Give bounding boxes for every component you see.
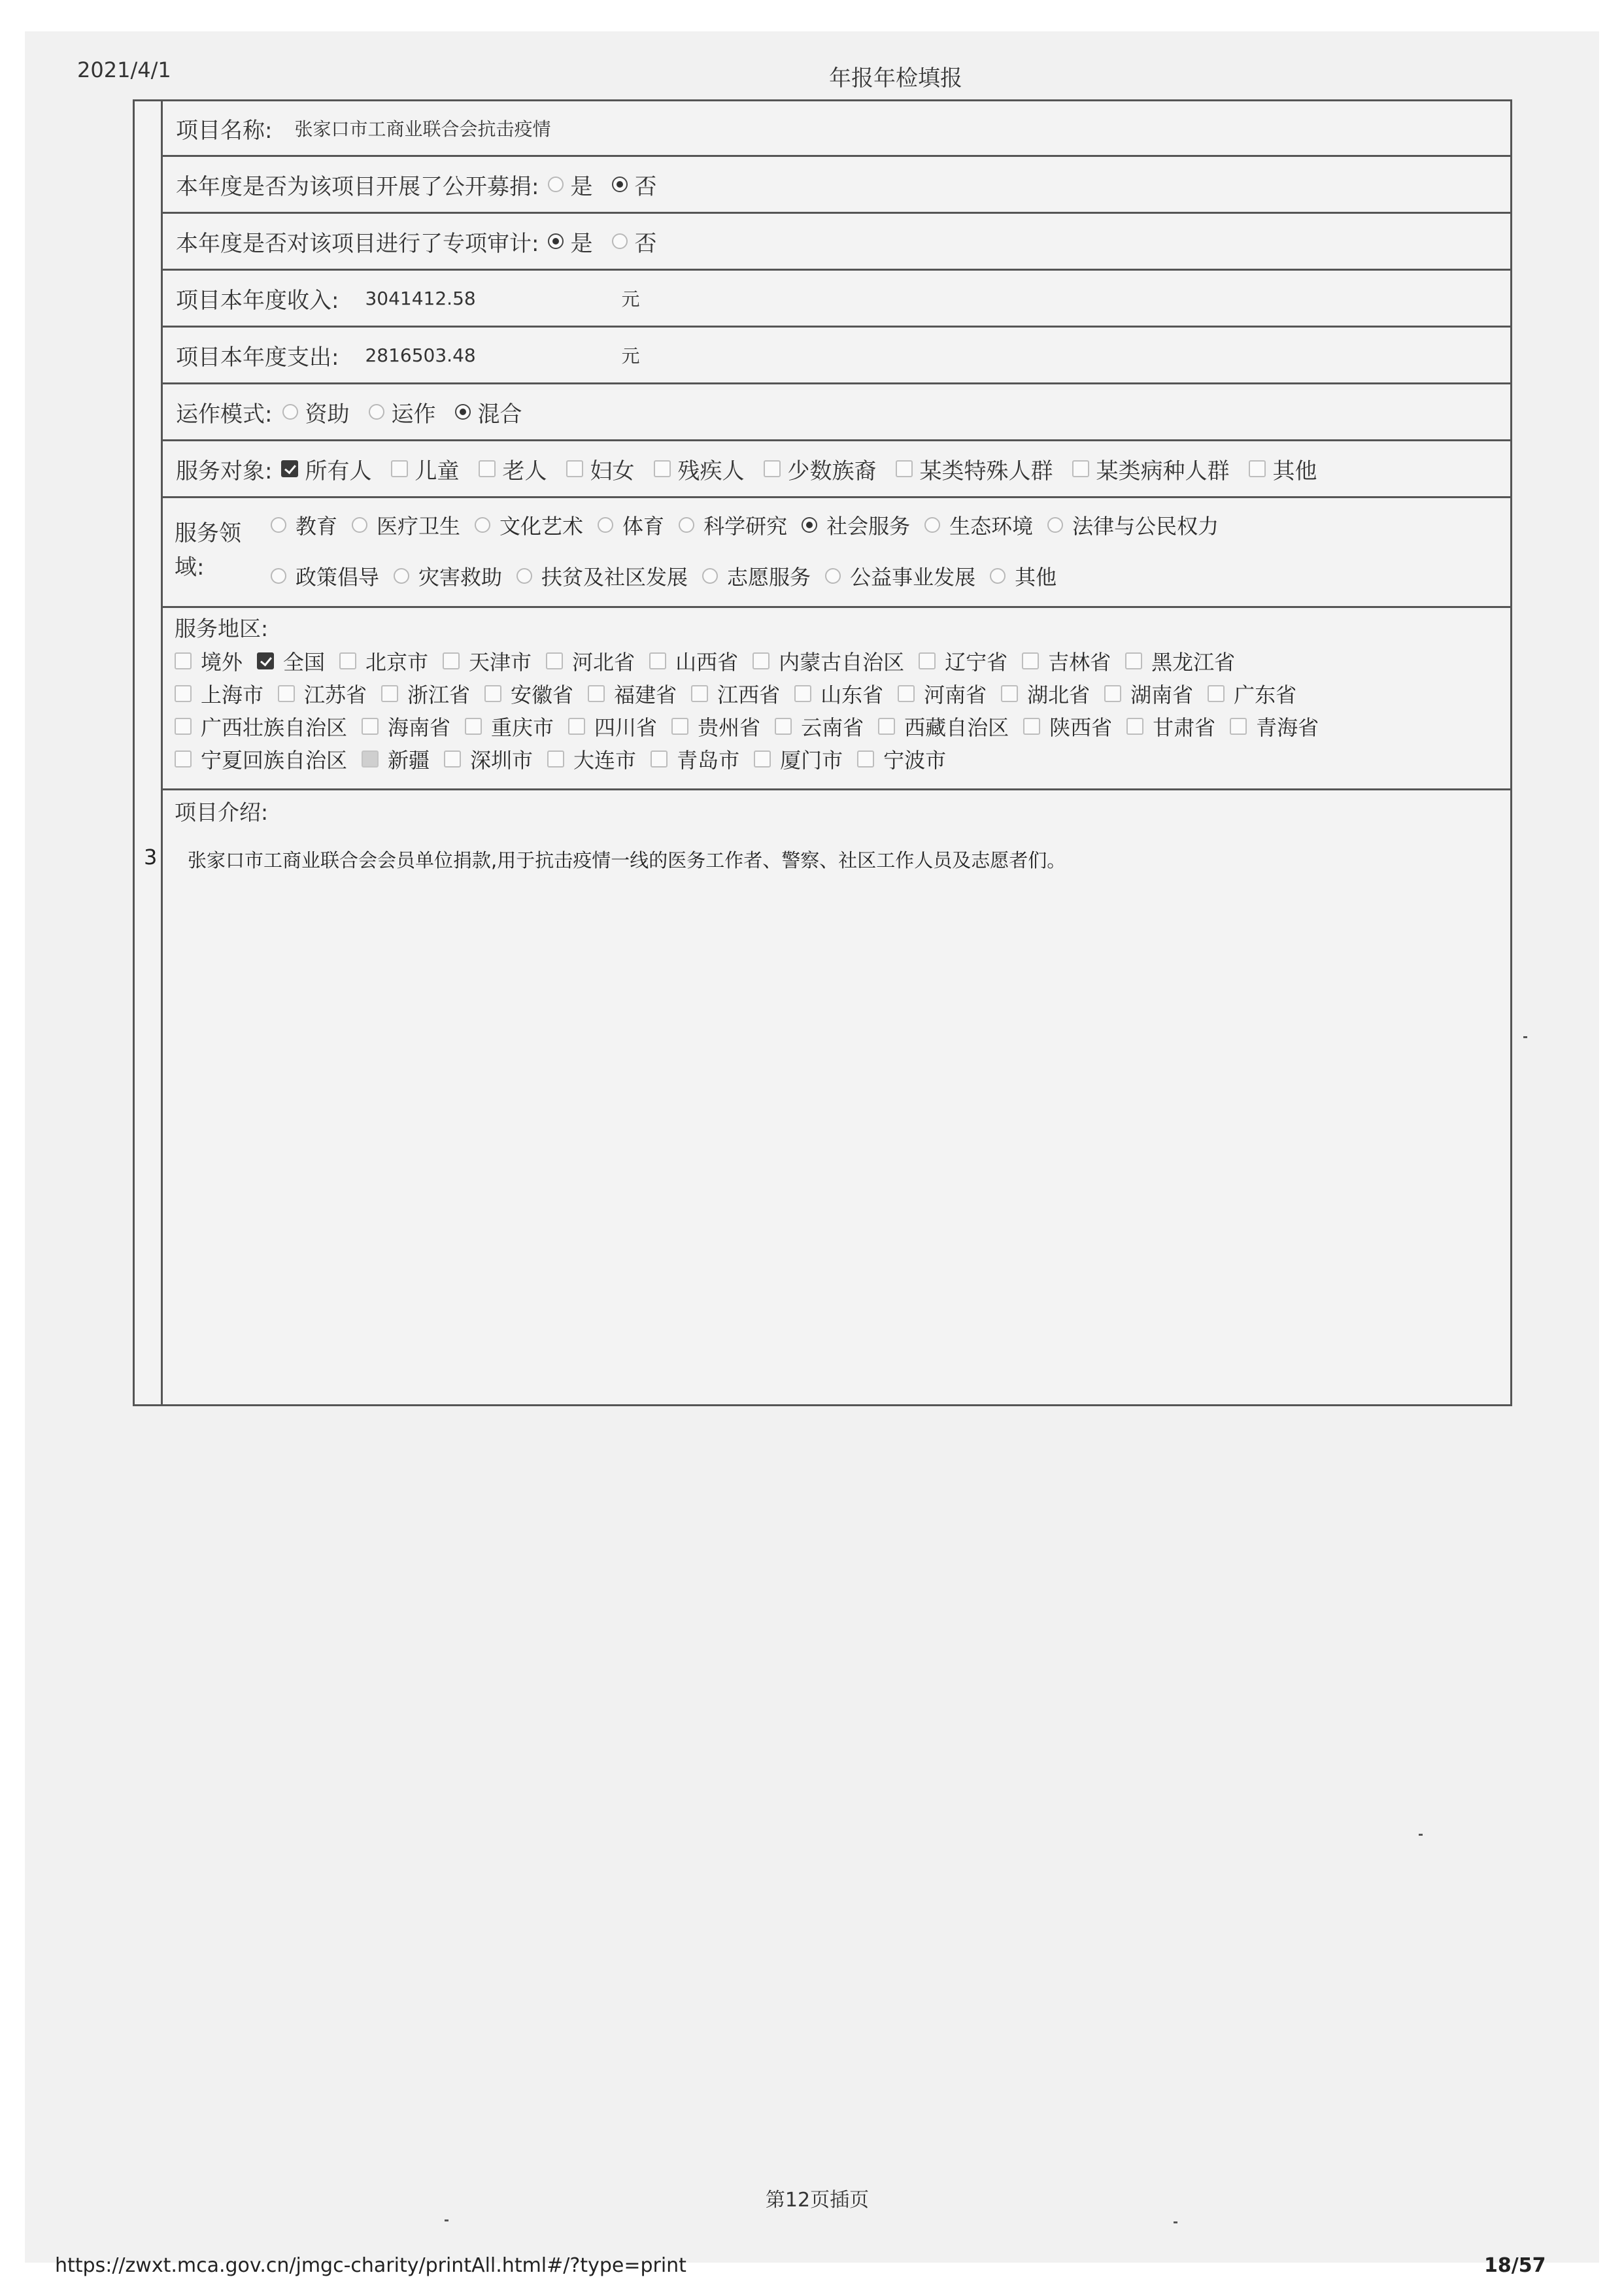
checkbox-icon[interactable]: [794, 685, 811, 702]
region-option[interactable]: [547, 744, 636, 774]
mode-mixed-option[interactable]: [455, 396, 522, 428]
scan-speck: [445, 2219, 448, 2221]
option-label: 某类特殊人群: [919, 458, 1053, 484]
option-label: 否: [634, 173, 657, 200]
region-option[interactable]: [671, 711, 760, 741]
mode-grant-option[interactable]: [282, 396, 349, 428]
checkbox-icon[interactable]: [1125, 652, 1142, 669]
checkbox-icon[interactable]: [1022, 652, 1039, 669]
regions-row-1: [175, 646, 1249, 676]
income-value: 3041412.58: [365, 287, 476, 309]
target-option[interactable]: [764, 453, 876, 485]
option-label: 河南省: [924, 683, 987, 707]
checkbox-icon[interactable]: [671, 718, 688, 735]
project-form: [133, 99, 1512, 1406]
target-option[interactable]: [479, 453, 547, 485]
field-option[interactable]: [475, 510, 583, 540]
checkbox-icon[interactable]: [654, 460, 671, 477]
checkbox-icon[interactable]: [1072, 460, 1089, 477]
checkbox-icon[interactable]: [547, 751, 564, 767]
region-option[interactable]: [484, 679, 573, 709]
field-option[interactable]: [924, 510, 1033, 540]
option-label: 山东省: [820, 683, 884, 707]
checkbox-icon[interactable]: [857, 751, 874, 767]
target-option[interactable]: [1249, 453, 1317, 485]
radio-icon[interactable]: [702, 568, 718, 584]
option-label: 境外: [201, 650, 243, 675]
option-label: 陕西省: [1049, 715, 1113, 740]
option-label: 医疗卫生: [377, 514, 461, 539]
radio-icon[interactable]: [990, 568, 1006, 584]
service-fields-block: [163, 498, 1510, 608]
radio-icon[interactable]: [612, 233, 628, 249]
scan-speck: [1523, 1036, 1527, 1038]
scan-speck: [1419, 1834, 1423, 1836]
option-label: 四川省: [594, 715, 658, 740]
form-content: [163, 101, 1510, 1404]
checkbox-icon[interactable]: [691, 685, 708, 702]
service-fields-label-line1: 服务领: [175, 520, 241, 547]
service-fields-row-1: [271, 510, 1233, 540]
option-label: 生态环境: [949, 514, 1034, 539]
option-label: 公益事业发展: [850, 565, 976, 590]
checkbox-icon[interactable]: [444, 751, 461, 767]
checkbox-icon[interactable]: [775, 718, 792, 735]
option-label: 否: [634, 230, 657, 257]
field-option[interactable]: [516, 561, 688, 591]
checkbox-icon[interactable]: [479, 460, 496, 477]
option-label: 法律与公民权力: [1072, 514, 1219, 539]
checkbox-icon[interactable]: [443, 652, 460, 669]
field-option[interactable]: [271, 561, 379, 591]
region-option[interactable]: [381, 679, 470, 709]
option-label: 老人: [502, 458, 547, 484]
option-label: 甘肃省: [1153, 715, 1216, 740]
option-label: 北京市: [365, 650, 429, 675]
radio-icon[interactable]: [825, 568, 841, 584]
project-intro-block: [163, 790, 1510, 1405]
service-targets-row: [163, 441, 1510, 498]
region-option[interactable]: [691, 679, 780, 709]
radio-selected-icon[interactable]: [455, 404, 471, 420]
region-option[interactable]: [794, 679, 883, 709]
fundraising-yes-option[interactable]: [548, 169, 592, 201]
option-label: 灾害救助: [418, 565, 503, 590]
checkbox-icon[interactable]: [1230, 718, 1247, 735]
checkbox-icon[interactable]: [1126, 718, 1143, 735]
option-label: 青岛市: [677, 748, 740, 773]
checkbox-icon[interactable]: [898, 685, 915, 702]
radio-icon[interactable]: [394, 568, 409, 584]
region-option[interactable]: [1126, 711, 1215, 741]
option-label: 江苏省: [304, 683, 367, 707]
checkbox-icon[interactable]: [484, 685, 501, 702]
checkbox-icon[interactable]: [381, 685, 398, 702]
checkbox-icon[interactable]: [546, 652, 563, 669]
checkbox-icon[interactable]: [878, 718, 895, 735]
option-label: 云南省: [801, 715, 864, 740]
region-option[interactable]: [753, 646, 904, 676]
region-option-xinjiang: [362, 744, 430, 774]
audit-yes-option[interactable]: [548, 226, 592, 258]
public-fundraising-label: 本年度是否为该项目开展了公开募捐:: [176, 173, 539, 200]
income-unit: 元: [621, 288, 640, 310]
region-option[interactable]: [1125, 646, 1235, 676]
option-label: 其他: [1015, 565, 1057, 590]
option-label: 黑龙江省: [1151, 650, 1236, 675]
option-label: 是: [570, 173, 593, 200]
checkbox-icon[interactable]: [175, 751, 192, 767]
option-label: 科学研究: [703, 514, 788, 539]
field-option[interactable]: [990, 561, 1057, 591]
row-index: 3: [144, 845, 158, 869]
public-fundraising-row: [163, 157, 1510, 214]
income-row: [163, 271, 1510, 328]
page-insert-note: 第12页插页: [765, 2189, 870, 2212]
region-option[interactable]: [175, 744, 347, 774]
checkbox-icon[interactable]: [919, 652, 936, 669]
option-label: 深圳市: [470, 748, 533, 773]
mode-operate-option[interactable]: [369, 396, 435, 428]
expense-row: [163, 328, 1510, 384]
radio-selected-icon[interactable]: [612, 177, 628, 192]
option-label: 资助: [305, 401, 350, 428]
radio-selected-icon[interactable]: [802, 517, 817, 533]
region-option[interactable]: [651, 744, 739, 774]
checkbox-checked-icon[interactable]: [257, 652, 274, 669]
expense-unit: 元: [621, 345, 640, 367]
checkbox-icon[interactable]: [649, 652, 666, 669]
option-label: 宁夏回族自治区: [201, 748, 348, 773]
print-date: 2021/4/1: [77, 58, 171, 82]
option-label: 宁波市: [883, 748, 947, 773]
target-option[interactable]: [1072, 453, 1229, 485]
option-label: 儿童: [414, 458, 460, 484]
operation-mode-label: 运作模式:: [176, 401, 273, 428]
region-option[interactable]: [568, 711, 657, 741]
expense-value: 2816503.48: [365, 344, 476, 366]
option-label: 文化艺术: [499, 514, 584, 539]
option-label: 厦门市: [780, 748, 843, 773]
regions-row-2: [175, 679, 1311, 709]
checkbox-icon[interactable]: [754, 751, 771, 767]
option-label: 所有人: [305, 458, 372, 484]
checkbox-icon[interactable]: [1104, 685, 1121, 702]
checkbox-icon[interactable]: [175, 652, 192, 669]
region-option[interactable]: [919, 646, 1007, 676]
project-name-value: 张家口市工商业联合会抗击疫情: [294, 118, 551, 140]
region-option[interactable]: [898, 679, 987, 709]
option-label: 新疆: [388, 748, 430, 773]
option-label: 志愿服务: [727, 565, 811, 590]
region-option[interactable]: [444, 744, 533, 774]
print-url: https://zwxt.mca.gov.cn/jmgc-charity/printAll.html#/?type=print: [55, 2254, 686, 2277]
region-option[interactable]: [1023, 711, 1112, 741]
checkbox-icon[interactable]: [753, 652, 770, 669]
page-title: 年报年检填报: [829, 65, 962, 92]
option-label: 扶贫及社区发展: [541, 565, 688, 590]
option-label: 广西壮族自治区: [201, 715, 348, 740]
checkbox-icon[interactable]: [391, 460, 408, 477]
option-label: 政策倡导: [296, 565, 380, 590]
radio-icon[interactable]: [352, 517, 367, 533]
radio-icon[interactable]: [282, 404, 298, 420]
region-option[interactable]: [878, 711, 1009, 741]
radio-icon[interactable]: [924, 517, 940, 533]
option-label: 山西省: [675, 650, 739, 675]
field-option[interactable]: [679, 510, 787, 540]
option-label: 浙江省: [407, 683, 471, 707]
radio-icon[interactable]: [369, 404, 384, 420]
special-audit-label: 本年度是否对该项目进行了专项审计:: [176, 230, 539, 257]
option-label: 少数族裔: [787, 458, 877, 484]
service-regions-label: 服务地区:: [175, 616, 269, 641]
option-label: 安徽省: [511, 683, 574, 707]
option-label: 运作: [391, 401, 436, 428]
page-number: 18/57: [1484, 2254, 1546, 2277]
service-targets-label: 服务对象:: [176, 458, 273, 484]
checkbox-disabled-icon: [362, 751, 379, 767]
region-option-nationwide[interactable]: [257, 646, 325, 676]
option-label: 其他: [1272, 458, 1317, 484]
service-fields-row-2: [271, 561, 1071, 591]
project-intro-text: 张家口市工商业联合会会员单位捐款,用于抗击疫情一线的医务工作者、警察、社区工作人员及志愿者们。: [188, 849, 1066, 871]
option-label: 河北省: [572, 650, 635, 675]
option-label: 混合: [477, 401, 522, 428]
radio-icon[interactable]: [1047, 517, 1063, 533]
field-option-social-service[interactable]: [802, 510, 910, 540]
checkbox-icon[interactable]: [339, 652, 356, 669]
radio-icon[interactable]: [598, 517, 613, 533]
checkbox-icon[interactable]: [764, 460, 781, 477]
region-option[interactable]: [1104, 679, 1193, 709]
region-option[interactable]: [443, 646, 532, 676]
service-regions-block: [163, 608, 1510, 790]
checkbox-icon[interactable]: [1208, 685, 1225, 702]
option-label: 上海市: [201, 683, 264, 707]
radio-selected-icon[interactable]: [548, 233, 564, 249]
option-label: 辽宁省: [945, 650, 1008, 675]
project-name-label: 项目名称:: [176, 117, 273, 144]
target-option[interactable]: [896, 453, 1053, 485]
target-option[interactable]: [566, 453, 634, 485]
option-label: 广东省: [1234, 683, 1297, 707]
option-label: 残疾人: [677, 458, 745, 484]
region-option[interactable]: [857, 744, 946, 774]
target-option[interactable]: [654, 453, 744, 485]
option-label: 贵州省: [698, 715, 761, 740]
region-option[interactable]: [339, 646, 428, 676]
option-label: 西藏自治区: [904, 715, 1009, 740]
checkbox-icon[interactable]: [651, 751, 668, 767]
region-option[interactable]: [754, 744, 843, 774]
radio-icon[interactable]: [548, 177, 564, 192]
option-label: 大连市: [573, 748, 637, 773]
option-label: 教育: [296, 514, 338, 539]
option-label: 青海省: [1256, 715, 1319, 740]
checkbox-icon[interactable]: [566, 460, 583, 477]
checkbox-icon[interactable]: [568, 718, 585, 735]
row-index-column: [135, 101, 163, 1404]
special-audit-row: [163, 214, 1510, 271]
checkbox-icon[interactable]: [1249, 460, 1266, 477]
target-option-all[interactable]: [281, 453, 371, 485]
radio-icon[interactable]: [271, 568, 286, 584]
audit-no-option[interactable]: [612, 226, 656, 258]
region-option[interactable]: [1022, 646, 1111, 676]
region-option[interactable]: [649, 646, 738, 676]
radio-icon[interactable]: [679, 517, 694, 533]
checkbox-icon[interactable]: [175, 685, 192, 702]
project-name-row: [163, 101, 1510, 157]
checkbox-icon[interactable]: [465, 718, 482, 735]
option-label: 某类病种人群: [1096, 458, 1230, 484]
region-option[interactable]: [1001, 679, 1090, 709]
regions-row-4: [175, 744, 960, 774]
region-option[interactable]: [1208, 679, 1296, 709]
field-option[interactable]: [825, 561, 975, 591]
region-option[interactable]: [175, 646, 243, 676]
service-fields-label-line2: 域:: [175, 554, 205, 581]
region-option[interactable]: [1230, 711, 1319, 741]
project-intro-label: 项目介绍:: [175, 800, 269, 825]
field-option[interactable]: [702, 561, 811, 591]
radio-icon[interactable]: [475, 517, 490, 533]
checkbox-icon[interactable]: [1023, 718, 1040, 735]
option-label: 天津市: [469, 650, 532, 675]
option-label: 社会服务: [826, 514, 911, 539]
scan-speck: [1174, 2221, 1177, 2223]
checkbox-checked-icon[interactable]: [281, 460, 298, 477]
option-label: 江西省: [717, 683, 781, 707]
checkbox-icon[interactable]: [362, 718, 379, 735]
fundraising-no-option[interactable]: [612, 169, 656, 201]
option-label: 湖南省: [1130, 683, 1194, 707]
option-label: 吉林省: [1048, 650, 1111, 675]
option-label: 全国: [283, 650, 326, 675]
option-label: 湖北省: [1027, 683, 1091, 707]
option-label: 妇女: [590, 458, 635, 484]
region-option[interactable]: [175, 711, 347, 741]
radio-icon[interactable]: [271, 517, 286, 533]
region-option[interactable]: [278, 679, 367, 709]
checkbox-icon[interactable]: [896, 460, 913, 477]
field-option[interactable]: [1047, 510, 1219, 540]
region-option[interactable]: [362, 711, 450, 741]
field-option[interactable]: [394, 561, 502, 591]
region-option[interactable]: [465, 711, 554, 741]
income-label: 项目本年度收入:: [176, 287, 339, 314]
checkbox-icon[interactable]: [175, 718, 192, 735]
radio-icon[interactable]: [516, 568, 532, 584]
option-label: 海南省: [388, 715, 451, 740]
option-label: 是: [570, 230, 593, 257]
field-option[interactable]: [271, 510, 337, 540]
option-label: 内蒙古自治区: [779, 650, 905, 675]
operation-mode-row: [163, 384, 1510, 441]
region-option[interactable]: [775, 711, 864, 741]
region-option[interactable]: [175, 679, 263, 709]
option-label: 体育: [622, 514, 665, 539]
region-option[interactable]: [546, 646, 635, 676]
option-label: 福建省: [614, 683, 677, 707]
regions-row-3: [175, 711, 1333, 741]
field-option[interactable]: [598, 510, 664, 540]
target-option[interactable]: [391, 453, 459, 485]
field-option[interactable]: [352, 510, 460, 540]
expense-label: 项目本年度支出:: [176, 344, 339, 371]
checkbox-icon[interactable]: [1001, 685, 1018, 702]
checkbox-icon[interactable]: [588, 685, 605, 702]
option-label: 重庆市: [491, 715, 554, 740]
checkbox-icon[interactable]: [278, 685, 295, 702]
region-option[interactable]: [588, 679, 677, 709]
